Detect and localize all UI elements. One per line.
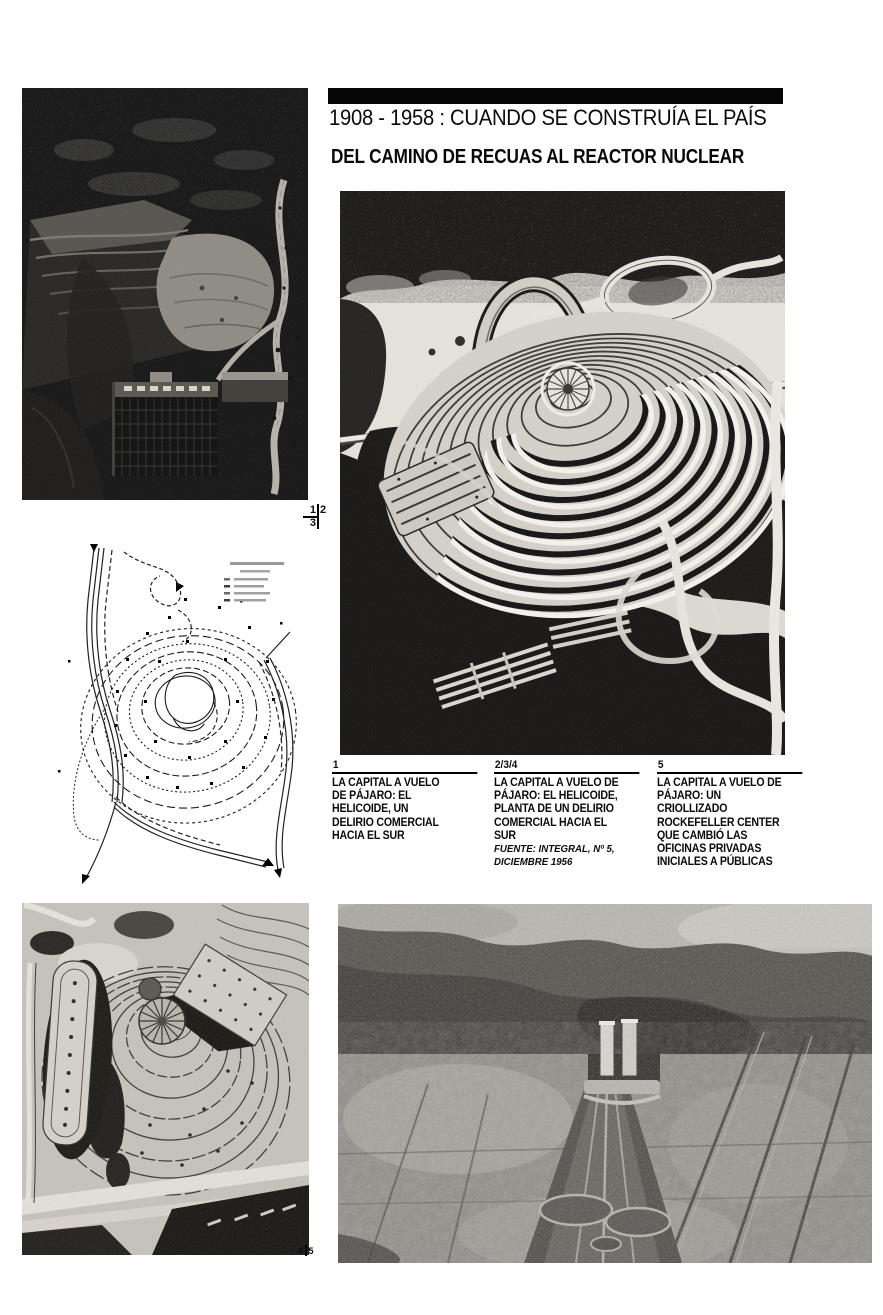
figure-marker-4-5 [298, 1245, 314, 1257]
page-subtitle: DEL CAMINO DE RECUAS AL REACTOR NUCLEAR [331, 146, 745, 168]
caption-text-line: PÁJARO: EL HELICOIDE, [494, 790, 618, 803]
photo-2-helicoide-model-aerial [340, 191, 785, 755]
caption-source-line: FUENTE: INTEGRAL, Nº 5, [494, 843, 615, 856]
figure-number: 4 [298, 1246, 304, 1256]
caption-number: 1 [332, 759, 339, 771]
caption-text-line: INICIALES A PÚBLICAS [657, 856, 773, 869]
photo-1-hillside-aerial [22, 88, 308, 500]
figure-3-plan-drawing [28, 540, 313, 885]
photo-5-caracas-avenue-aerial [338, 904, 872, 1263]
caption-text-line: LA CAPITAL A VUELO DE [657, 777, 782, 789]
caption-rule [494, 772, 639, 774]
marker-divider [305, 1245, 307, 1256]
caption-text-line: QUE CAMBIÓ LAS [657, 829, 748, 842]
caption-text-line: HELICOIDE, UN [332, 803, 409, 816]
caption-text-line: ROCKEFELLER CENTER [657, 816, 780, 829]
header-black-bar [328, 88, 783, 104]
caption-number: 5 [657, 759, 664, 771]
page-title: 1908 - 1958 : CUANDO SE CONSTRUÍA EL PAÍS [329, 105, 767, 130]
caption-rule [657, 772, 802, 774]
caption-text-line: SUR [494, 829, 516, 842]
figure-number: 2 [320, 504, 327, 516]
caption-rule [332, 772, 477, 774]
caption-text-line: PÁJARO: UN [657, 790, 721, 803]
figure-number: 5 [308, 1246, 314, 1256]
figure-number: 1 [303, 504, 319, 518]
caption-source-line: DICIEMBRE 1956 [494, 855, 573, 868]
caption-number: 2/3/4 [494, 759, 518, 771]
caption-text-line: DELIRIO COMERCIAL [332, 816, 439, 829]
figure-number: 3 [303, 517, 319, 529]
caption-text-line: LA CAPITAL A VUELO [332, 777, 440, 789]
photo-4-helicoide-model-plan-view [22, 903, 309, 1255]
caption-text-line: LA CAPITAL A VUELO DE [494, 777, 619, 789]
caption-text-line: DE PÁJARO: EL [332, 790, 412, 803]
caption-text-line: OFICINAS PRIVADAS [657, 843, 762, 856]
figure-marker-1-2-3 [303, 504, 326, 530]
caption-text-line: HACIA EL SUR [332, 829, 405, 842]
caption-figures-2-3-4 [494, 759, 659, 868]
caption-text-line: COMERCIAL HACIA EL [494, 816, 608, 829]
caption-figure-1 [332, 759, 497, 843]
caption-text-line: PLANTA DE UN DELIRIO [494, 803, 614, 816]
caption-figure-5 [657, 759, 822, 869]
caption-text-line: CRIOLLIZADO [657, 803, 728, 816]
